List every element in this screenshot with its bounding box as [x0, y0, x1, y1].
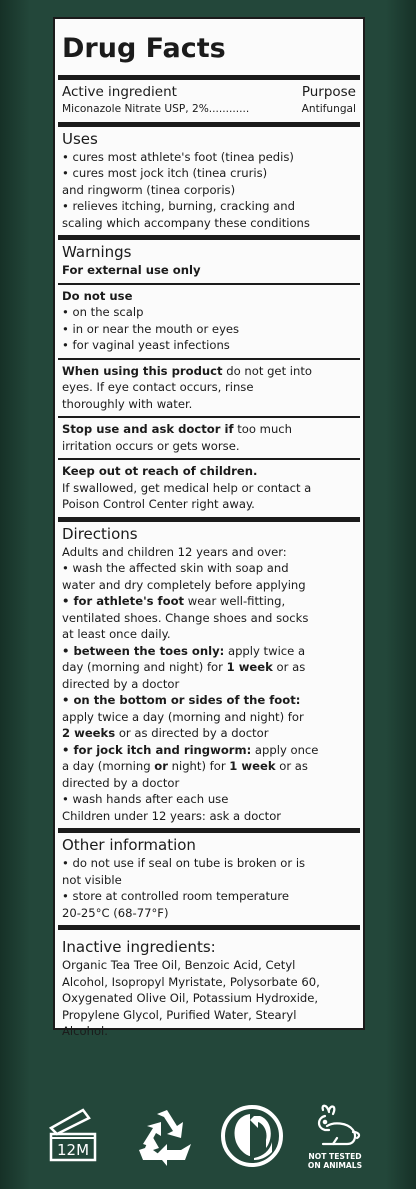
do-not-use-heading: Do not use — [62, 288, 133, 303]
uses-line: and ringworm (tinea corporis) — [62, 182, 236, 197]
green-dot-icon — [220, 1104, 284, 1168]
leader-dots: ............ — [208, 103, 250, 115]
when-using-heading: When using this product — [62, 363, 223, 378]
other-information-section: Other information • do not use if seal on tube is broken or is not visible • store at controlled room temperature 20-25°C (68-77°F) — [58, 833, 360, 930]
purpose-heading: Purpose — [301, 84, 356, 100]
stop-use-line: irritation occurs or gets worse. — [62, 438, 240, 453]
drug-facts-panel — [53, 17, 365, 1038]
not-tested-line2: ON ANIMALS — [307, 1161, 363, 1170]
inactive-ingredients-section: Inactive ingredients: Organic Tea Tree Oil, Benzoic Acid, Cetyl Alcohol, Isopropyl Myristate, Polysorbate 60, Oxygenated Olive Oil, Potassium Hydroxide, Propylene Glycol, Purified Water, Stearyl Alcohol. — [58, 930, 360, 1044]
external-use-note: For external use only — [62, 263, 201, 277]
open-jar-icon — [45, 1106, 101, 1166]
do-not-use-item: • in or near the mouth or eyes — [62, 321, 240, 336]
uses-line: • cures most athlete's foot (tinea pedis) — [62, 149, 294, 164]
stop-use-heading: Stop use and ask doctor if — [62, 422, 234, 436]
uses-section — [58, 127, 360, 241]
when-using-line: thoroughly with water. — [62, 396, 193, 411]
stop-use-section: Stop use and ask doctor if too much irritation occurs or gets worse. — [58, 418, 360, 460]
packaging-icons — [45, 1100, 375, 1175]
directions-heading: Directions — [62, 524, 138, 543]
keep-out-line: Poison Control Center right away. — [62, 497, 255, 511]
not-tested-line1: NOT TESTED — [308, 1152, 362, 1161]
drug-facts-title: Drug Facts — [58, 19, 360, 80]
when-using-section: When using this product do not get into eyes. If eye contact occurs, rinse thoroughly with water. — [58, 360, 360, 419]
do-not-use-item: • for vaginal yeast infections — [62, 338, 230, 352]
active-ingredient-heading: Active ingredient — [62, 84, 177, 100]
uses-heading: Uses — [62, 129, 98, 148]
keep-out-section — [58, 460, 360, 522]
inactive-ingredients-heading: Inactive ingredients: — [62, 938, 216, 956]
uses-line: • relieves itching, burning, cracking and — [62, 199, 295, 213]
active-ingredient-section — [58, 80, 360, 127]
purpose-value: Antifungal — [301, 103, 356, 115]
uses-line: scaling which accompany these conditions — [62, 215, 310, 230]
active-ingredient-value: Miconazole Nitrate USP, 2% — [62, 103, 209, 115]
not-tested-on-animals-icon — [303, 1102, 367, 1174]
when-using-line: eyes. If eye contact occurs, rinse — [62, 380, 254, 394]
do-not-use-item: • on the scalp — [62, 305, 144, 319]
recycle-icon — [133, 1104, 197, 1168]
directions-section: Directions Adults and children 12 years and over: • wash the affected skin with soap and water and dry completely before applying • for athlete's foot wear well-fitting, ventilated shoes. Change shoes and socks at least once daily. • between the toes only: apply twice a day (morning and night) for 1 week or as directed by a doctor • on the bottom or sides of the foot: apply twice a day (morning and night) for 2 weeks or as directed by a doctor • for jock itch and ringworm: apply once a day (morning or night) for 1 week or as directed by a doctor • wash hands after each use Children under 12 years: ask a doctor — [58, 522, 360, 834]
keep-out-line: If swallowed, get medical help or contact a — [62, 480, 312, 495]
other-information-heading: Other information — [62, 836, 196, 854]
pao-label: 12M — [56, 1141, 90, 1159]
uses-line: • cures most jock itch (tinea cruris) — [62, 166, 268, 180]
warnings-heading: Warnings — [62, 243, 132, 261]
keep-out-heading: Keep out ot reach of children. — [62, 464, 258, 478]
do-not-use-section — [58, 285, 360, 360]
warnings-section — [58, 240, 360, 285]
rabbit-icon — [303, 1102, 367, 1150]
